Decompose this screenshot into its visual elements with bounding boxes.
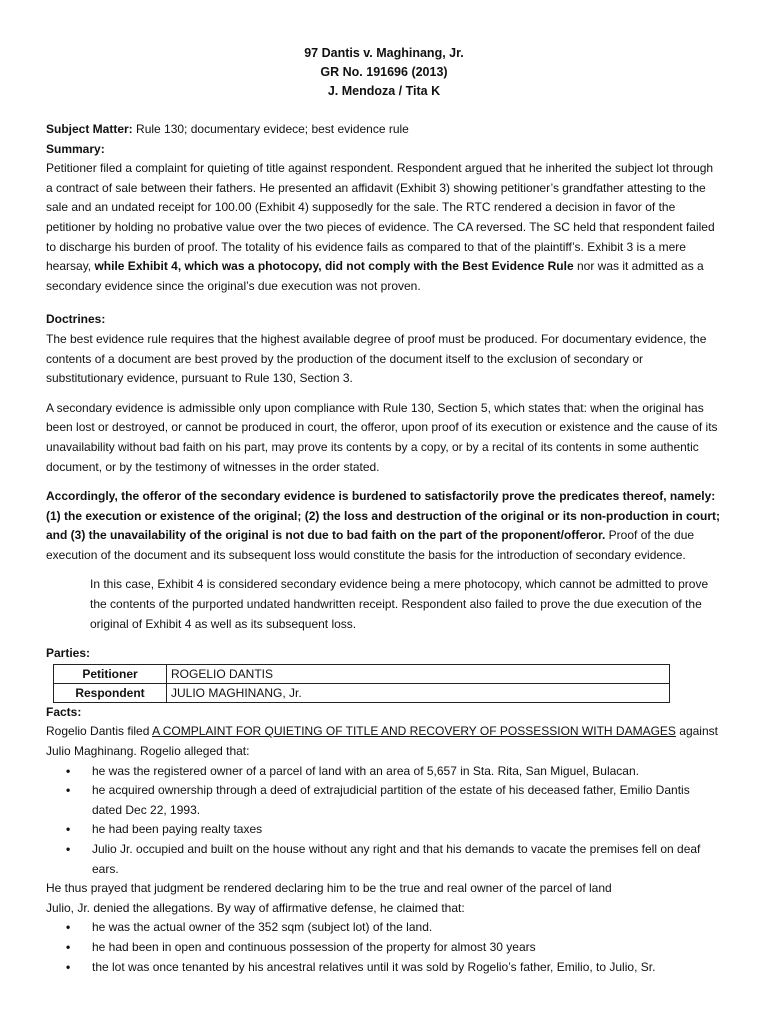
subject-matter: [46, 120, 722, 140]
case-title: 97 Dantis v. Maghinang, Jr.: [304, 46, 464, 60]
summary-text-a: Petitioner filed a complaint for quieting of title against respondent. Respondent argued that he inherited the subject lot through a contract of sale between their fathers. He presented an affidavit (Exhibit 3) showing petitioner’s grandfather attesting to the sale and an undated receipt for 100.00 (Exhibit 4) supposedly for the sale. The RTC rendered a decision in favor of the petitioner by holding no probative value over the two pieces of evidence. The CA reversed. The SC held that respondent failed to discharge his burden of proof. The totality of his evidence fails as compared to that of the plaintiff’s. Exhibit 3 is a mere hearsay,: [46, 161, 715, 274]
party-role: Respondent: [54, 683, 167, 702]
bullet: •: [66, 822, 71, 837]
list-item: [46, 938, 722, 958]
defense-intro: Julio, Jr. denied the allegations. By way of affirmative defense, he claimed that:: [46, 900, 465, 915]
list-item-text: he had been in open and continuous possession of the property for almost 30 years: [92, 939, 536, 954]
doctrine-application: In this case, Exhibit 4 is considered secondary evidence being a mere photocopy, which cannot be admitted to prove the contents of the purported undated handwritten receipt. Respondent also failed to prove the due execution of the original of Exhibit 4 as well as its subsequent loss.: [90, 577, 709, 631]
list-item: [46, 762, 722, 782]
plaintiff-allegations-list: [46, 762, 722, 880]
list-item: [46, 840, 722, 879]
summary-text-c: nor was it admitted as a secondary evidence since the original’s due execution was not proven.: [46, 259, 704, 293]
list-item-text: Julio Jr. occupied and built on the house without any right and that his demands to vacate the premises fell on deaf ears.: [92, 842, 701, 876]
case-number: GR No. 191696 (2013): [320, 65, 448, 79]
party-name: JULIO MAGHINANG, Jr.: [167, 683, 670, 702]
doctrine-paragraph-3-b: Proof of the due execution of the document and its subsequent loss would constitute the basis for the introduction of secondary evidence.: [46, 528, 695, 562]
case-ponente: J. Mendoza / Tita K: [327, 84, 441, 98]
bullet: •: [66, 959, 71, 974]
bullet: •: [66, 763, 71, 778]
doctrine-paragraph-2: A secondary evidence is admissible only upon compliance with Rule 130, Section 5, which states that: when the original has been lost or destroyed, or cannot be produced in court, the offeror, upon proof of its execution or existence and the cause of its unavailability without bad faith on his part, may prove its contents by a copy, or by a recital of its contents in some authentic document, or by the testimony of witnesses in the order stated.: [46, 400, 718, 474]
subject-label: Subject Matter:: [46, 122, 133, 136]
list-item: [46, 958, 722, 978]
doctrine-paragraph-3-a: Accordingly, the offeror of the secondary evidence is burdened to satisfactorily prove the predicates thereof, namely: (1) the execution or existence of the original; (2) the loss and destruction of the original or its non-production in court; and (3) the unavailability of the original is not due to bad faith on the part of the proponent/offeror.: [46, 489, 721, 543]
list-item: [46, 781, 722, 820]
parties-table: [53, 664, 670, 703]
summary-text-b: while Exhibit 4, which was a photocopy, did not comply with the Best Evidence Rule: [94, 259, 574, 274]
doctrines-label: Doctrines:: [46, 312, 106, 327]
facts-intro-c: against Julio Maghinang. Rogelio alleged that:: [46, 724, 718, 759]
doctrine-paragraph-3: [46, 487, 722, 565]
summary-text: [46, 159, 722, 296]
list-item-text: he had been paying realty taxes: [92, 822, 263, 837]
list-item-text: he acquired ownership through a deed of extrajudicial partition of the estate of his deceased father, Emilio Dantis dated Dec 22, 1993.: [92, 783, 690, 817]
document-page: [46, 44, 722, 977]
prayer-text: He thus prayed that judgment be rendered declaring him to be the true and real owner of the parcel of land: [46, 881, 612, 896]
facts-intro: [46, 722, 722, 761]
list-item: [46, 918, 722, 938]
party-role: Petitioner: [54, 664, 167, 683]
bullet: •: [66, 920, 71, 935]
bullet: •: [66, 783, 71, 798]
table-row: [54, 664, 670, 683]
bullet: •: [66, 939, 71, 954]
doctrine-paragraph-1: The best evidence rule requires that the highest available degree of proof must be produced. For documentary evidence, the contents of a document are best proved by the production of the document itself to the exclusion of secondary or substitutionary evidence, pursuant to Rule 130, Section 3.: [46, 331, 707, 386]
complaint-title: A COMPLAINT FOR QUIETING OF TITLE AND RECOVERY OF POSSESSION WITH DAMAGES: [152, 724, 676, 739]
facts-label: Facts:: [46, 704, 82, 719]
subject-text: Rule 130; documentary evidece; best evidence rule: [132, 122, 409, 136]
case-header: [46, 44, 722, 101]
party-name: ROGELIO DANTIS: [167, 664, 670, 683]
facts-intro-a: Rogelio Dantis filed: [46, 724, 153, 739]
table-row: [54, 683, 670, 702]
list-item-text: he was the registered owner of a parcel of land with an area of 5,657 in Sta. Rita, San Miguel, Bulacan.: [92, 763, 639, 778]
defense-claims-list: [46, 918, 722, 977]
parties-label: Parties:: [46, 646, 91, 661]
list-item-text: the lot was once tenanted by his ancestral relatives until it was sold by Rogelio’s father, Emilio, to Julio, Sr.: [92, 959, 656, 974]
bullet: •: [66, 842, 71, 856]
summary-label: Summary:: [46, 141, 105, 156]
list-item: [46, 820, 722, 840]
list-item-text: he was the actual owner of the 352 sqm (subject lot) of the land.: [92, 920, 433, 935]
